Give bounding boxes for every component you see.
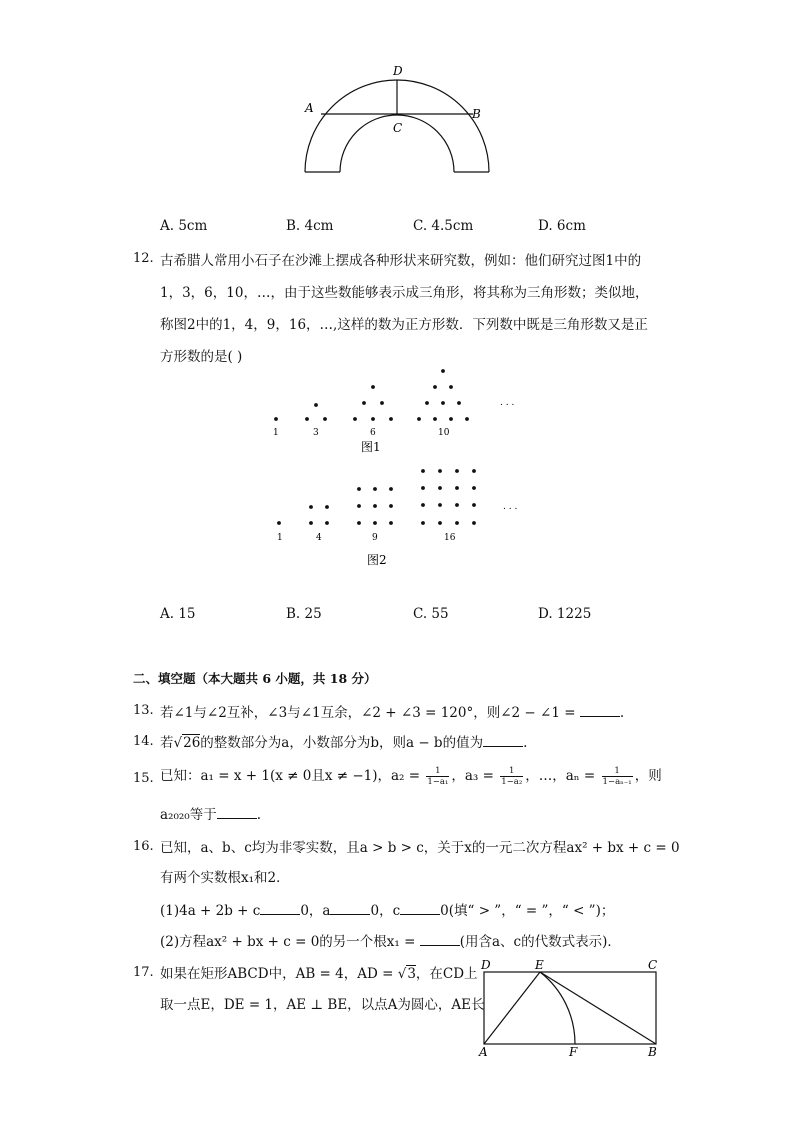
fraction-3-den: 1−aₙ₋₁ (602, 777, 632, 787)
point-d-label: D (393, 64, 403, 78)
q13-answer-blank[interactable] (580, 704, 620, 717)
q12-line-2: 1，3，6，10，…，由于这些数能够表示成三角形，将其称为三角形数；类似地， (160, 285, 649, 301)
q16-part-1 (160, 899, 614, 919)
fraction-3 (602, 766, 633, 787)
rect-label-c: C (648, 958, 658, 972)
fig1-label-1: 1 (273, 428, 279, 438)
q16-p1-blank-1[interactable] (260, 902, 300, 915)
q12-option-c[interactable]: C. 55 (413, 606, 449, 622)
point-b-label: B (472, 107, 481, 121)
q12-option-a[interactable]: A. 15 (160, 606, 196, 622)
q16-line-1: 已知，a、b、c均为非零实数，且a > b > c，关于x的一元二次方程ax² + bx + c = 0 (160, 840, 680, 856)
rect-label-d: D (481, 958, 491, 972)
q15-line-1 (160, 764, 662, 787)
q16-part-2 (160, 930, 621, 950)
q16-p1-blank-3[interactable] (400, 902, 440, 915)
q12-line-4: 方形数的是( ) (160, 349, 243, 365)
q16-p1-blank-2[interactable] (330, 902, 370, 915)
fraction-2-den: 1−a₂ (501, 777, 523, 787)
fig1-ellipsis: . . . (500, 398, 515, 408)
q14-text (160, 731, 527, 751)
q15-stem: 已知：a₁ = x + 1(x ≠ 0且x ≠ −1)，a₂ = (160, 768, 425, 784)
q16-p1-a: (1)4a + 2b + c (160, 903, 261, 919)
fraction-2-num: 1 (500, 766, 523, 777)
q13-stem: 若∠1与∠2互补，∠3与∠1互余，∠2 + ∠3 = 120°，则∠2 − ∠1 = (160, 705, 580, 721)
square-dots-figure (265, 462, 535, 572)
q14-answer-blank[interactable] (483, 734, 523, 747)
q14-end: . (523, 735, 528, 751)
fig2-label-9: 9 (372, 533, 378, 543)
q14-stem: 的整数部分为a，小数部分为b，则a − b的值为 (200, 735, 484, 751)
q15-number: 15. (133, 771, 154, 786)
q11-option-a[interactable]: A. 5cm (160, 218, 208, 234)
q14-prefix: 若 (160, 735, 174, 751)
sqrt-sign: √ (397, 966, 407, 982)
triangular-dots-figure (260, 362, 530, 457)
q12-line-3: 称图2中的1，4，9，16，…,这样的数为正方形数．下列数中既是三角形数又是正 (160, 317, 648, 333)
point-a-label: A (305, 101, 314, 115)
q15-mid-1: ，a₃ = (451, 768, 499, 784)
q17-line-1 (160, 962, 478, 982)
q16-line-2: 有两个实数根x₁和2． (160, 870, 290, 886)
q15-mid-2: ，…，aₙ = (525, 768, 600, 784)
q16-p1-b: 0，a (300, 903, 331, 919)
q14-number: 14. (133, 734, 154, 749)
q11-option-d[interactable]: D. 6cm (538, 218, 586, 234)
q17-line-2: 取一点E，DE = 1，AE ⊥ BE，以点A为圆心，AE长 (160, 997, 485, 1013)
q16-number: 16. (133, 839, 154, 854)
fig2-label-1: 1 (277, 533, 283, 543)
fig2-ellipsis: . . . (503, 502, 518, 512)
fig2-label-16: 16 (444, 533, 456, 543)
point-c-label: C (393, 121, 403, 135)
fig1-label-6: 6 (370, 428, 376, 438)
q13-end: . (619, 705, 625, 721)
q16-p1-c: 0，c (370, 903, 401, 919)
q17-number: 17. (133, 965, 154, 980)
fraction-2 (500, 766, 523, 787)
fraction-1-den: 1−a₁ (427, 777, 449, 787)
rect-label-a: A (479, 1045, 488, 1059)
q12-line-1: 古希腊人常用小石子在沙滩上摆成各种形状来研究数，例如：他们研究过图1中的 (160, 253, 642, 269)
q12-option-d[interactable]: D. 1225 (538, 606, 592, 622)
q15-line-2 (160, 803, 261, 823)
q11-option-c[interactable]: C. 4.5cm (413, 218, 474, 234)
fraction-1-num: 1 (426, 766, 449, 777)
q15-answer-blank[interactable] (217, 806, 257, 819)
rect-label-e: E (535, 958, 544, 972)
q17-pre: 如果在矩形ABCD中，AB = 4，AD = (160, 966, 398, 982)
q15-end: . (256, 807, 261, 823)
fig2-caption: 图2 (367, 553, 387, 567)
fraction-3-num: 1 (602, 766, 633, 777)
sqrt-sign: √ (173, 735, 183, 751)
q16-p1-d: 0(填“ > ”，“ = ”，“ < ”)； (440, 903, 615, 919)
q17-radicand: 3 (407, 966, 416, 982)
q15-post: ，则 (634, 768, 662, 784)
q17-post: ，在CD上 (415, 966, 478, 982)
q16-p2-b: (用含a、c的代数式表示)． (459, 934, 621, 950)
arch-figure (290, 55, 505, 180)
fraction-1 (426, 766, 449, 787)
q13-number: 13. (133, 703, 154, 718)
q14-radicand: 26 (183, 735, 201, 751)
q11-option-b[interactable]: B. 4cm (286, 218, 334, 234)
rect-label-b: B (648, 1045, 657, 1059)
fig1-caption: 图1 (361, 440, 381, 454)
fig1-label-3: 3 (313, 428, 319, 438)
q16-p2-a: (2)方程ax² + bx + c = 0的另一个根x₁ = (160, 934, 420, 950)
fig1-label-10: 10 (438, 428, 450, 438)
q12-number: 12. (133, 251, 154, 266)
q12-option-b[interactable]: B. 25 (286, 606, 322, 622)
fig2-label-4: 4 (316, 533, 322, 543)
rectangle-figure (476, 956, 666, 1061)
rect-label-f: F (569, 1045, 578, 1059)
section-heading: 二、填空题（本大题共 6 小题，共 18 分） (133, 671, 377, 686)
q13-text (160, 701, 624, 721)
q15-line-2-text: a₂₀₂₀等于 (160, 807, 217, 823)
q16-p2-blank[interactable] (420, 933, 460, 946)
